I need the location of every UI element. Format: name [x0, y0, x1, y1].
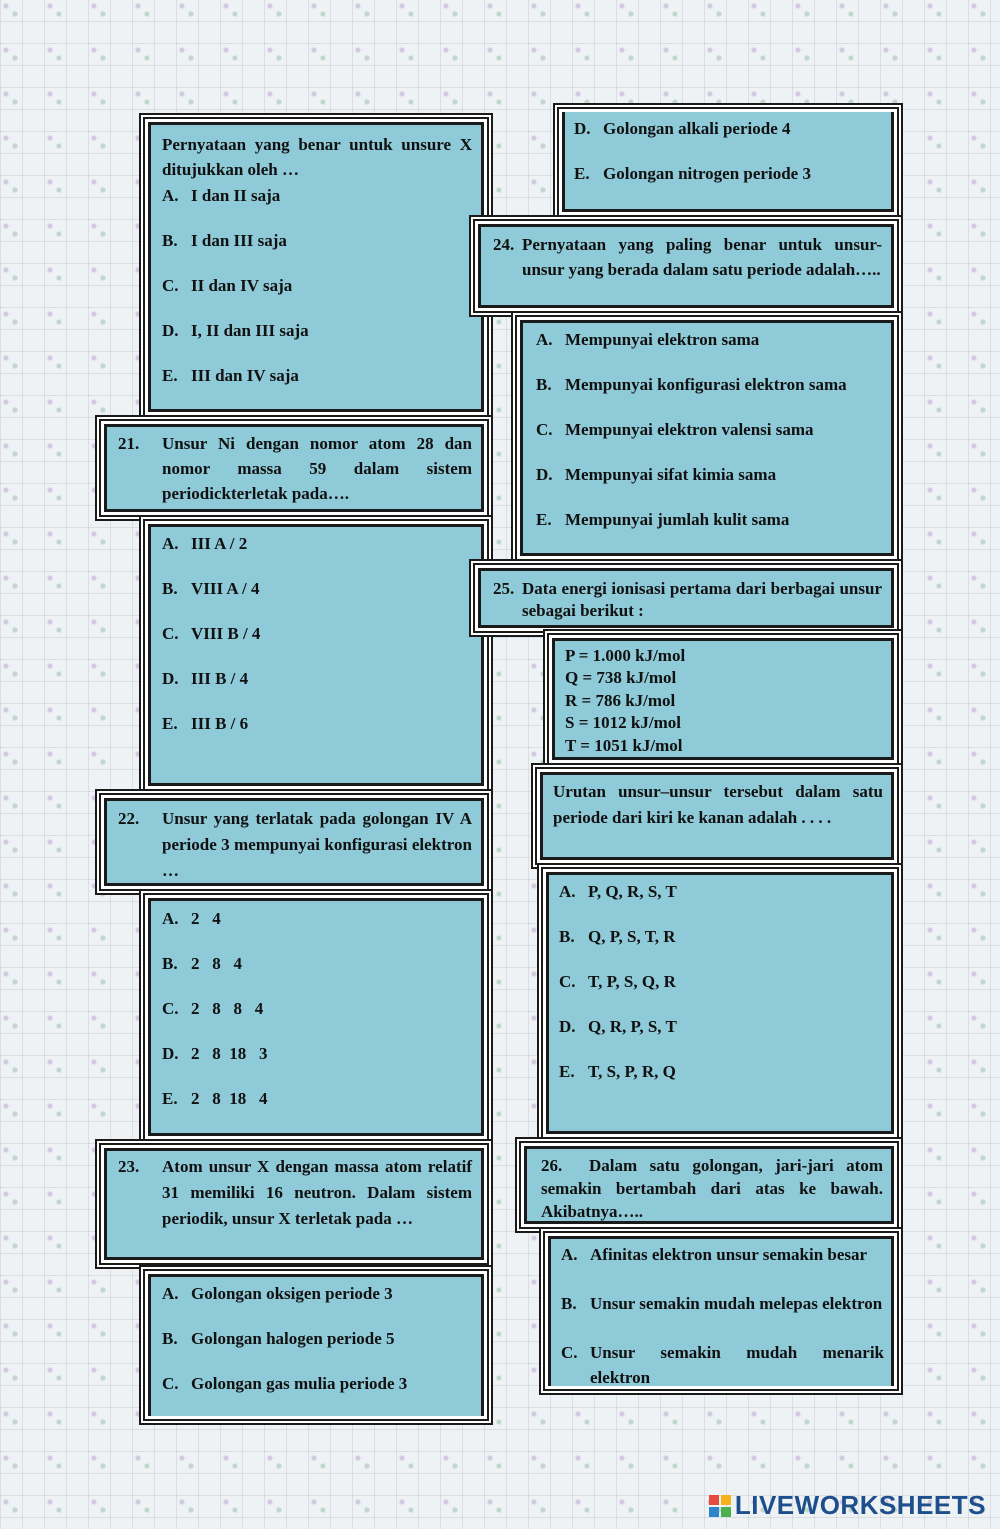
q25-data-q: Q = 738 kJ/mol [565, 668, 677, 687]
q25-question-text: Data energi ionisasi pertama dari berbagai unsur sebagai berikut : [522, 579, 882, 620]
q23-option-b[interactable]: B. Golongan halogen periode 5 [162, 1329, 395, 1348]
q25-number: 25. [493, 579, 515, 598]
q20-option-d[interactable]: D. I, II dan III saja [162, 321, 309, 340]
q25-option-d[interactable]: D. Q, R, P, S, T [559, 1017, 677, 1036]
q25-option-a[interactable]: A. P, Q, R, S, T [559, 882, 677, 901]
q22-number: 22. [118, 809, 140, 828]
q25-option-b[interactable]: B. Q, P, S, T, R [559, 927, 676, 946]
q26-option-c[interactable]: C. Unsur semakin mudah menarik elektron [561, 1343, 884, 1387]
q25-data-s: S = 1012 kJ/mol [565, 713, 681, 732]
q24-option-e[interactable]: E. Mempunyai jumlah kulit sama [536, 510, 790, 529]
q20-card [148, 122, 484, 412]
q23-option-e[interactable]: E. Golongan nitrogen periode 3 [574, 164, 811, 183]
q26-option-b[interactable]: B. Unsur semakin mudah melepas elektron [561, 1294, 883, 1313]
q20-option-c[interactable]: C. II dan IV saja [162, 276, 293, 295]
q22-option-a[interactable]: A. 2 4 [162, 909, 221, 928]
q25-data-p: P = 1.000 kJ/mol [565, 646, 686, 665]
q21-option-a[interactable]: A. III A / 2 [162, 534, 248, 553]
q24-option-a[interactable]: A. Mempunyai elektron sama [536, 330, 760, 349]
q24-number: 24. [493, 235, 515, 254]
q26-option-a[interactable]: A. Afinitas elektron unsur semakin besar [561, 1245, 868, 1264]
liveworksheets-logo[interactable] [709, 1490, 986, 1521]
q22-question-text: Unsur yang terlatak pada golongan IV A periode 3 mempunyai konfigurasi elektron … [162, 809, 472, 880]
q21-number: 21. [118, 434, 140, 453]
q24-question-card [478, 224, 894, 308]
q21-question-card [104, 424, 484, 512]
q24-option-b[interactable]: B. Mempunyai konfigurasi elektron sama [536, 375, 847, 394]
q21-option-d[interactable]: D. III B / 4 [162, 669, 249, 688]
q25-option-c[interactable]: C. T, P, S, Q, R [559, 972, 676, 991]
q26-options-card [548, 1236, 894, 1386]
q25-data-r: R = 786 kJ/mol [565, 691, 676, 710]
q24-question-text: Pernyataan yang paling benar untuk unsur-unsur yang berada dalam satu periode adalah….. [522, 235, 882, 279]
q25-data-t: T = 1051 kJ/mol [565, 736, 683, 755]
q21-option-b[interactable]: B. VIII A / 4 [162, 579, 260, 598]
q21-question-text: Unsur Ni dengan nomor atom 28 dan nomor massa 59 dalam sistem periodickterletak pada…. [162, 434, 472, 503]
q23-question-text: Atom unsur X dengan massa atom relatif 31 memiliki 16 neutron. Dalam sistem periodik, unsur X terletak pada … [162, 1157, 472, 1228]
q20-option-e[interactable]: E. III dan IV saja [162, 366, 299, 385]
q23-number: 23. [118, 1157, 140, 1176]
q22-option-e[interactable]: E. 2 8 18 4 [162, 1089, 268, 1108]
q23-option-c[interactable]: C. Golongan gas mulia periode 3 [162, 1374, 408, 1393]
liveworksheets-icon [709, 1495, 731, 1517]
q23-options-card-left [148, 1274, 484, 1416]
q25-followup-text: Urutan unsur–unsur tersebut dalam satu periode dari kiri ke kanan adalah . . . . [553, 782, 883, 827]
q22-option-b[interactable]: B. 2 8 4 [162, 954, 242, 973]
q23-question-card [104, 1148, 484, 1260]
q25-data-card [552, 638, 894, 760]
q25-followup-card [540, 772, 894, 860]
q20-intro: Pernyataan yang benar untuk unsure X ditujukkan oleh … [162, 135, 472, 179]
q24-option-d[interactable]: D. Mempunyai sifat kimia sama [536, 465, 777, 484]
q24-option-c[interactable]: C. Mempunyai elektron valensi sama [536, 420, 814, 439]
q25-options-card [546, 872, 894, 1134]
q26-number: 26. [541, 1156, 563, 1175]
q22-question-card [104, 798, 484, 886]
q20-option-b[interactable]: B. I dan III saja [162, 231, 287, 250]
q22-options-card [148, 898, 484, 1136]
q23-options-card-right [562, 112, 894, 212]
q26-question-card [524, 1146, 894, 1224]
q22-option-d[interactable]: D. 2 8 18 3 [162, 1044, 268, 1063]
q26-question-text: Dalam satu golongan, jari-jari atom semakin bertambah dari atas ke bawah. Akibatnya….. [541, 1156, 883, 1221]
q20-option-a[interactable]: A. I dan II saja [162, 186, 281, 205]
q24-options-card [520, 320, 894, 556]
q21-option-c[interactable]: C. VIII B / 4 [162, 624, 261, 643]
q21-options-card [148, 524, 484, 786]
q23-option-d[interactable]: D. Golongan alkali periode 4 [574, 119, 791, 138]
q22-option-c[interactable]: C. 2 8 8 4 [162, 999, 264, 1018]
footer-brand: LIVEWORKSHEETS [734, 1490, 986, 1520]
q23-option-a[interactable]: A. Golongan oksigen periode 3 [162, 1284, 393, 1303]
q25-question-card [478, 568, 894, 628]
q25-option-e[interactable]: E. T, S, P, R, Q [559, 1062, 676, 1081]
q21-option-e[interactable]: E. III B / 6 [162, 714, 249, 733]
